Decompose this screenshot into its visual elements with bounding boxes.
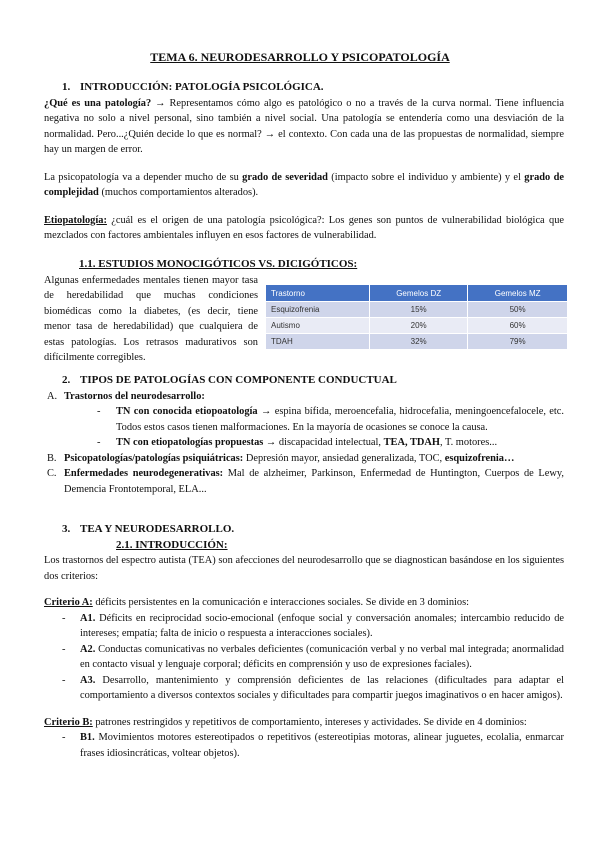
text: Desarrollo, mantenimiento y comprensión deficientes de las relaciones (dificultades para adaptar el comportamiento a diversos contextos sociales y dificultades para compartir juegos imaginativos o en hacer amigos). [80, 674, 564, 701]
text: Criterio B: [44, 716, 93, 728]
table-row [266, 318, 568, 334]
table-row [266, 302, 568, 318]
text: La psicopatología va a depender mucho de su [44, 171, 243, 183]
header-mz: Gemelos MZ [468, 285, 568, 302]
text: TEA, TDAH [383, 437, 441, 448]
text: patrones restringidos y repetitivos de comportamiento, intereses y actividades. Se divide en 4 dominios: [92, 716, 527, 728]
section-1-1-heading: 1.1. ESTUDIOS MONOCIGÓTICOS VS. DICIGÓTICOS: [79, 258, 358, 270]
text: déficits persistentes en la comunicación e interacciones sociales. Se divide en 3 dominios: [92, 597, 470, 608]
text: esquizofrenia… [444, 452, 515, 464]
criterion-b [44, 715, 564, 731]
text: - [62, 732, 66, 743]
text: A2. [80, 643, 96, 655]
text: ¿Qué es una patología? [44, 97, 152, 109]
table-cell: Esquizofrenia [266, 302, 370, 318]
bullet-a1 [44, 611, 564, 642]
item-b [44, 451, 564, 467]
table-row [266, 334, 568, 350]
text: 3. [62, 523, 71, 535]
criterion-a [44, 595, 564, 611]
table-cell: 50% [468, 302, 568, 318]
text: - [62, 612, 66, 624]
text: INTRODUCCIÓN: PATOLOGÍA PSICOLÓGICA. [80, 81, 324, 93]
table-cell: 79% [468, 334, 568, 350]
text: (impacto sobre el individuo y ambiente) y el [327, 171, 525, 183]
text: → Representamos cómo algo es patológico o no a través de la curva normal. Tiene influencia negativa no solo a nivel personal, sino también a nivel social. Una patología se entendería como una desviación de la normalidad. Pero...¿Quién decide lo que es normal? → el contexto. Con cada una de las propuestas de normalidad, siempre hay un margen de error. [44, 97, 564, 155]
text: grado de severidad [242, 171, 328, 183]
bullet-a2 [44, 642, 564, 673]
text: Déficits en reciprocidad socio-emocional (enfoque social y conversación anomales; intercambio reducido de intereses; empatía; falta de inicio o respuesta a interacciones sociales). [80, 612, 564, 639]
text: TIPOS DE PATOLOGÍAS CON COMPONENTE CONDUCTUAL [80, 374, 397, 386]
text: grado de complejidad [44, 171, 564, 198]
text: → discapacidad intelectual, [263, 437, 384, 448]
text: Movimientos motores estereotipados o repetitivos (estereotipias motoras, alinear juguetes, ecolalia, enmarcar frases idiosincráticas, voltear objetos). [80, 732, 564, 759]
text: - [62, 674, 66, 686]
header-trastorno: Trastorno [266, 285, 370, 302]
text: ¿cuál es el origen de una patología psicológica?: Los genes son puntos de vulnerabilidad biológica que mezclados con factores ambientales influyen en esos factores de vulnerabilidad. [44, 214, 564, 241]
section-2-heading [44, 373, 564, 389]
text: A. [47, 390, 58, 402]
bullet-proposed-etiology [44, 435, 564, 451]
table-cell: 20% [370, 318, 468, 334]
text: B1. [80, 732, 95, 743]
text: C. [47, 468, 57, 479]
heritability-table [266, 285, 568, 349]
text: A1. [80, 612, 96, 624]
text: (muchos comportamientos alterados). [98, 187, 259, 198]
text: - [62, 643, 66, 655]
table-cell: 15% [370, 302, 468, 318]
bullet-known-etiology [44, 404, 564, 435]
paragraph-etiopathology [44, 213, 564, 244]
text: - [97, 437, 101, 448]
text: TN con conocida etiopoatología [116, 406, 258, 417]
table-header-row [266, 285, 568, 302]
text: 2. [62, 374, 71, 386]
text: TEA Y NEURODESARROLLO. [80, 523, 235, 535]
text: Conductas comunicativas no verbales deficientes (comunicación verbal y no verbal mal integrada; anormalidad en contacto visual y lenguaje corporal; déficits en comprensión y uso de expresiones faciales). [80, 643, 564, 670]
text: Etiopatología: [44, 214, 107, 226]
text: TN con etiopatologías propuestas [116, 437, 264, 448]
text: Psicopatologías/patologías psiquiátricas: [64, 452, 244, 464]
section-2-1-heading: 2.1. INTRODUCCIÓN: [116, 538, 228, 551]
bullet-b1 [44, 730, 564, 761]
text: Mal de alzheimer, Parkinson, Enfermedad de Huntington, Cuerpos de Lewy, Demencia Frontotemporal, ELA... [64, 468, 565, 495]
section-1-heading [44, 80, 564, 96]
section-3 [44, 522, 564, 761]
paragraph-what-is-pathology [44, 96, 564, 158]
text: Enfermedades neurodegenerativas: [64, 468, 224, 479]
header-dz: Gemelos DZ [370, 285, 468, 302]
twin-studies-paragraph: Algunas enfermedades mentales tienen mayor tasa de heredabilidad que muchas condiciones biomédicas como la diabetes, (es decir, tiene menor tasa de heredabilidad) que cualquiera de estas patologías. Los retrasos madurativos son difícilmente corregibles. [44, 274, 258, 363]
section-2 [44, 373, 564, 497]
bullet-a3 [44, 673, 564, 704]
document-title: TEMA 6. NEURODESARROLLO Y PSICOPATOLOGÍA [150, 50, 450, 64]
text: B. [47, 452, 57, 464]
table-cell: TDAH [266, 334, 370, 350]
text: → espina bífida, meroencefalia, hidrocefalia, meningoencefalocele, etc. Todos estos casos tienen malformaciones. En la mayoría de ocasiones se conoce la causa. [116, 406, 565, 433]
section-3-heading [44, 522, 564, 538]
item-a [44, 389, 564, 405]
text: Trastornos del neurodesarrollo: [64, 390, 205, 402]
text: A3. [80, 674, 96, 686]
tea-intro-paragraph: Los trastornos del espectro autista (TEA) son afecciones del neurodesarrollo que se diagnostican basándose en los siguientes dos criterios: [44, 555, 564, 582]
text: , T. motores... [440, 437, 498, 448]
table-cell: Autismo [266, 318, 370, 334]
text: 1. [62, 81, 71, 93]
paragraph-severity [44, 170, 564, 201]
text: - [97, 406, 101, 417]
table-cell: 32% [370, 334, 468, 350]
item-c [44, 466, 564, 497]
section-1 [44, 80, 564, 244]
text: Depresión mayor, ansiedad generalizada, TOC, [243, 452, 445, 464]
text: Criterio A: [44, 597, 93, 608]
table-cell: 60% [468, 318, 568, 334]
